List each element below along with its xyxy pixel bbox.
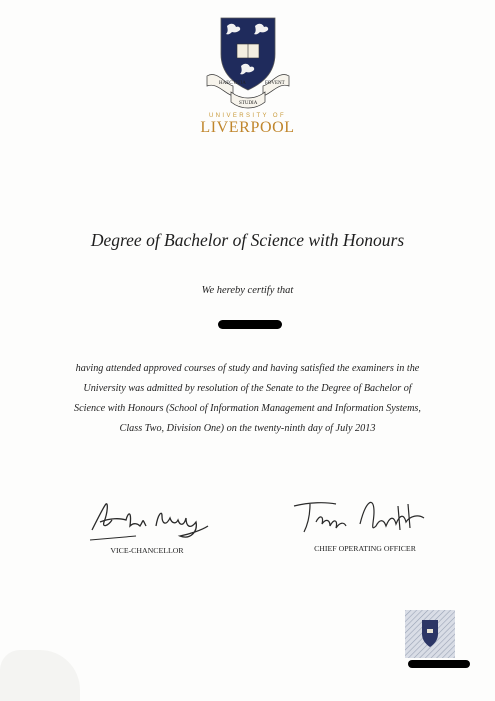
- embossed-seal-icon: [405, 610, 455, 658]
- certificate-body: having attended approved courses of study and having satisfied the examiners in the University was admitted by resolution of the Senate to the Degree of Bachelor of Science with Honours (School of Information Management and Information Systems, Class Two, Division One) on the twenty-ninth day of July 2013: [74, 363, 421, 434]
- redacted-serial-number: [408, 660, 470, 668]
- university-prefix: UNIVERSITY OF: [208, 113, 287, 119]
- certify-line: We hereby certify that: [201, 285, 294, 296]
- crest-motto-bottom: STUDIA: [239, 101, 258, 106]
- vice-chancellor-signature: [86, 496, 216, 546]
- university-crest-icon: [203, 14, 293, 116]
- vice-chancellor-title: VICE-CHANCELLOR: [110, 546, 184, 555]
- degree-title: Degree of Bachelor of Science with Honours: [90, 230, 405, 250]
- chief-operating-officer-title: CHIEF OPERATING OFFICER: [314, 544, 416, 553]
- chief-operating-officer-signature: [290, 492, 430, 546]
- crest-motto-left: HAEC OTIA: [219, 81, 246, 86]
- crest-motto-right: FOVENT: [265, 81, 285, 86]
- blurred-corner: [0, 650, 80, 701]
- university-name: LIVERPOOL: [200, 119, 295, 136]
- redacted-recipient-name: [218, 320, 282, 329]
